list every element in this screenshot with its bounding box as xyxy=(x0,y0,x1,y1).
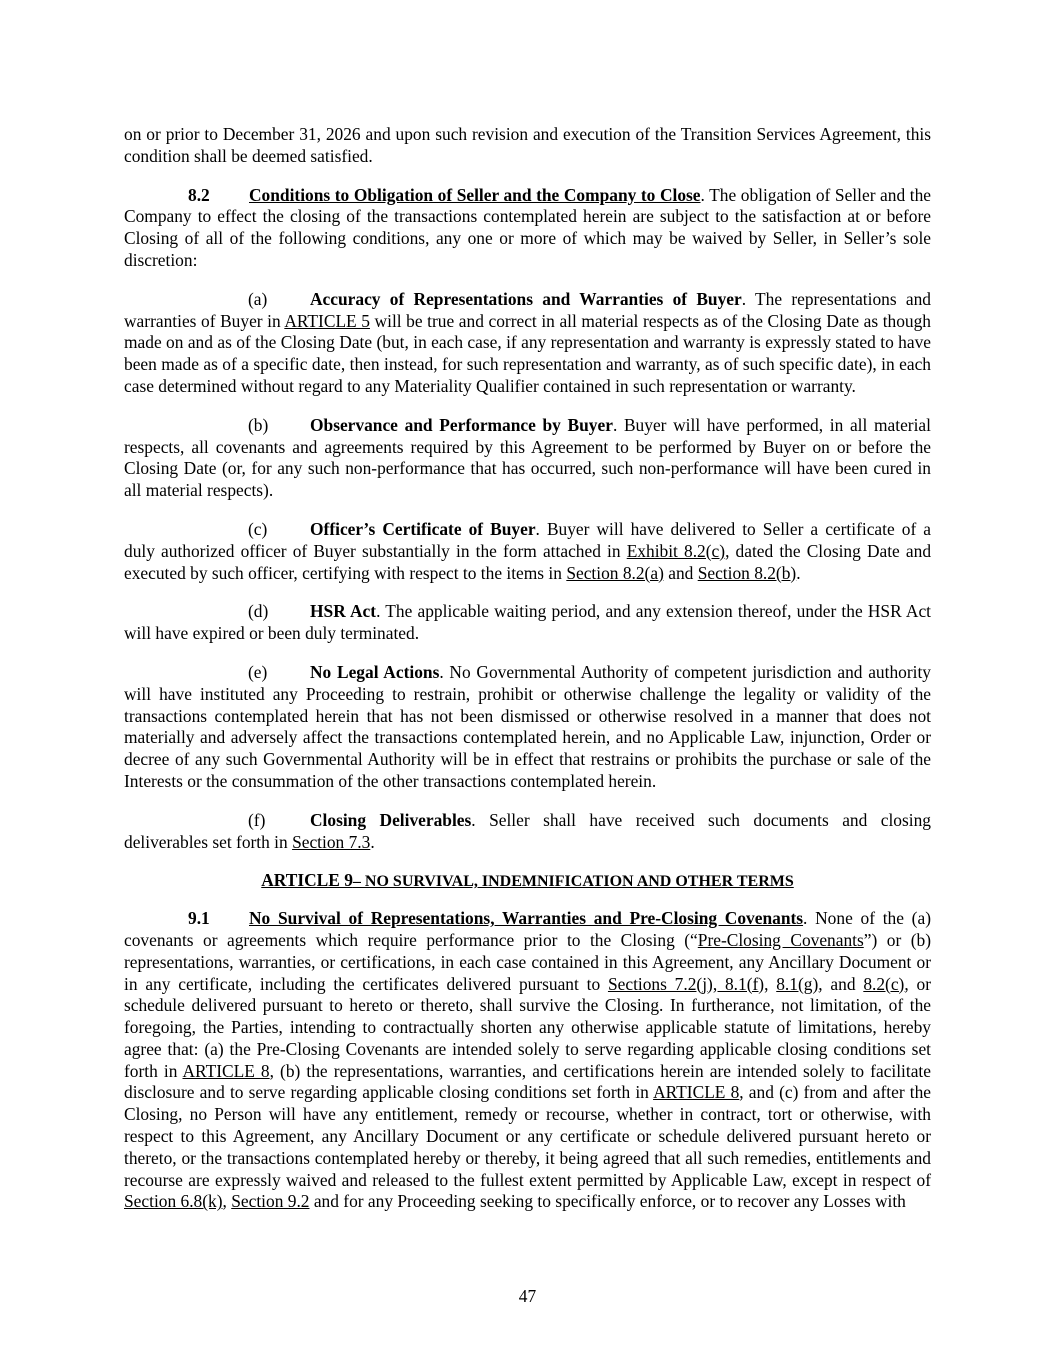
clause-text: . Seller shall have received such documents and closing deliverables set forth in xyxy=(124,809,931,852)
clause-heading: Officer’s Certificate of Buyer xyxy=(310,518,536,539)
clause-label: (f) xyxy=(248,809,266,830)
clause-heading: No Legal Actions xyxy=(310,661,440,682)
cross-reference-link[interactable]: Section 8.2(a) xyxy=(566,562,664,583)
section-text: . The obligation of Seller and the Company to effect the closing of the transactions contemplated herein are subject to the satisfaction at or before Closing of all of the following conditions, any one or more of which may be waived by Seller, in Seller’s sole discretion: xyxy=(124,184,931,270)
clause-label: (c) xyxy=(248,518,268,539)
section-9-1 xyxy=(124,908,931,1213)
clause-text: . xyxy=(796,562,801,583)
clause-label: (e) xyxy=(248,661,268,682)
clause-heading: Accuracy of Representations and Warranties of Buyer xyxy=(310,288,742,309)
clause-heading: Observance and Performance by Buyer xyxy=(310,414,613,435)
cross-reference-link[interactable]: Sections 7.2(j), 8.1(f), xyxy=(607,973,769,994)
cross-reference-link[interactable]: ARTICLE 8 xyxy=(182,1060,270,1081)
cross-reference-link[interactable]: 8.2(c) xyxy=(863,973,905,994)
section-text: and for any Proceeding seeking to specifically enforce, or to recover any Losses with xyxy=(309,1191,906,1212)
clause-label: (b) xyxy=(248,414,269,435)
clause-heading: HSR Act xyxy=(310,601,377,622)
section-text: . None of the (a) covenants or agreements which require performance prior to the Closing (“ xyxy=(124,908,931,950)
clause-text: . No Governmental Authority of competent jurisdiction and authority will have instituted any Proceeding to restrain, prohibit or otherwise challenge the legality or validity of the transactions contemplated herein that has not been dismissed or otherwise resolved in a manner that does not materially and adversely affect the transactions contemplated herein, and no Applicable Law, injunction, Order or decree of any such Governmental Authority will be in effect that restrains or prohibits the purchase or sale of the Interests or the consummation of the other transactions contemplated herein. xyxy=(124,661,931,791)
cross-reference-link[interactable]: Section 8.2(b) xyxy=(697,562,797,583)
clause-e xyxy=(124,662,931,793)
cross-reference-link[interactable]: Section 6.8(k) xyxy=(124,1191,223,1212)
paragraph-continuation: on or prior to December 31, 2026 and upon such revision and execution of the Transition Services Agreement, this condition shall be deemed satisfied. xyxy=(124,124,931,166)
clause-label: (d) xyxy=(248,601,269,622)
cross-reference-link[interactable]: 8.1(g) xyxy=(776,973,819,994)
section-number: 8.2 xyxy=(188,184,210,205)
cross-reference-link[interactable]: Section 7.3 xyxy=(292,831,371,852)
document-page xyxy=(124,124,931,1230)
defined-term: Pre-Closing Covenants xyxy=(697,929,864,950)
section-text: ”) or (b) representations, warranties, or certifications, in each case contained in this Agreement, any Ancillary Document or in any certificate, including the certificates delivered pursuant to xyxy=(124,929,931,994)
clause-text: . Buyer will have delivered to Seller a certificate of a duly authorized officer of Buyer substantially in the form attached in xyxy=(124,518,931,561)
cross-reference-link[interactable]: ARTICLE 5 xyxy=(284,310,370,331)
cross-reference-link[interactable]: ARTICLE 8 xyxy=(653,1082,740,1103)
cross-reference-link[interactable]: Section 9.2 xyxy=(231,1191,310,1212)
section-text: , or schedule delivered pursuant to hereto or thereto, shall survive the Closing. In furtherance, not limitation, of the foregoing, the Parties, intending to contractually shorten any otherwise applicable statute of limitations, hereby agree that: (a) the Pre-Closing Covenants are intended solely to serve regarding applicable closing conditions set forth in xyxy=(124,973,931,1081)
clause-text: , dated the Closing Date and executed by such officer, certifying with respect to the items in xyxy=(124,540,932,583)
article-number: ARTICLE 9 xyxy=(261,870,353,891)
section-8-2 xyxy=(124,185,931,272)
clause-text: . xyxy=(370,831,375,852)
section-text: , (b) the representations, warranties, and certifications herein are intended solely to facilitate disclosure and to serve regarding applicable closing conditions set forth in xyxy=(124,1060,931,1103)
section-title: No Survival of Representations, Warranties and Pre-Closing Covenants xyxy=(249,908,804,929)
clause-f xyxy=(124,810,931,854)
section-text: , and (c) from and after the Closing, no Person will have any entitlement, remedy or recourse, whether in contract, tort or otherwise, with respect to this Agreement, any Ancillary Document or any certificate or schedule delivered pursuant hereto or thereto, or the transactions contemplated hereby or thereby, it being agreed that all such remedies, entitlements and recourse are expressly waived and released to the fullest extent permitted by Applicable Law, except in respect of xyxy=(124,1082,932,1190)
clause-text: . The representations and warranties of Buyer in xyxy=(124,288,931,331)
clause-heading: Closing Deliverables xyxy=(310,809,472,830)
article-heading xyxy=(124,870,931,893)
clause-c xyxy=(124,519,931,584)
clause-text: . Buyer will have performed, in all material respects, all covenants and agreements required by this Agreement to be performed by Buyer on or before the Closing Date (or, for any such non-performance that has occurred, such non-performance will have been cured in all material respects). xyxy=(124,414,931,501)
section-title: Conditions to Obligation of Seller and the Company to Close xyxy=(249,184,701,205)
section-number: 9.1 xyxy=(188,908,210,929)
article-title: – NO SURVIVAL, INDEMNIFICATION AND OTHER TERMS xyxy=(352,873,794,891)
section-text: , and xyxy=(818,973,864,994)
clause-text: and xyxy=(663,562,698,583)
clause-b xyxy=(124,415,931,502)
clause-d xyxy=(124,601,931,645)
clause-a xyxy=(124,289,931,398)
clause-text: will be true and correct in all material respects as of the Closing Date as though made on and as of the Closing Date (but, in each case, if any representation and warranty is expressly stated to have been made as of a specific date, then instead, for such representation and warranty, as of such specific date), in each case determined without regard to any Materiality Qualifier contained in such representation or warranty. xyxy=(124,310,931,396)
section-text: , xyxy=(222,1191,232,1212)
clause-label: (a) xyxy=(248,288,268,309)
cross-reference-link[interactable]: Exhibit 8.2(c) xyxy=(626,540,726,561)
clause-text: . The applicable waiting period, and any extension thereof, under the HSR Act will have expired or been duly terminated. xyxy=(124,601,932,644)
page-number: 47 xyxy=(518,1286,537,1306)
